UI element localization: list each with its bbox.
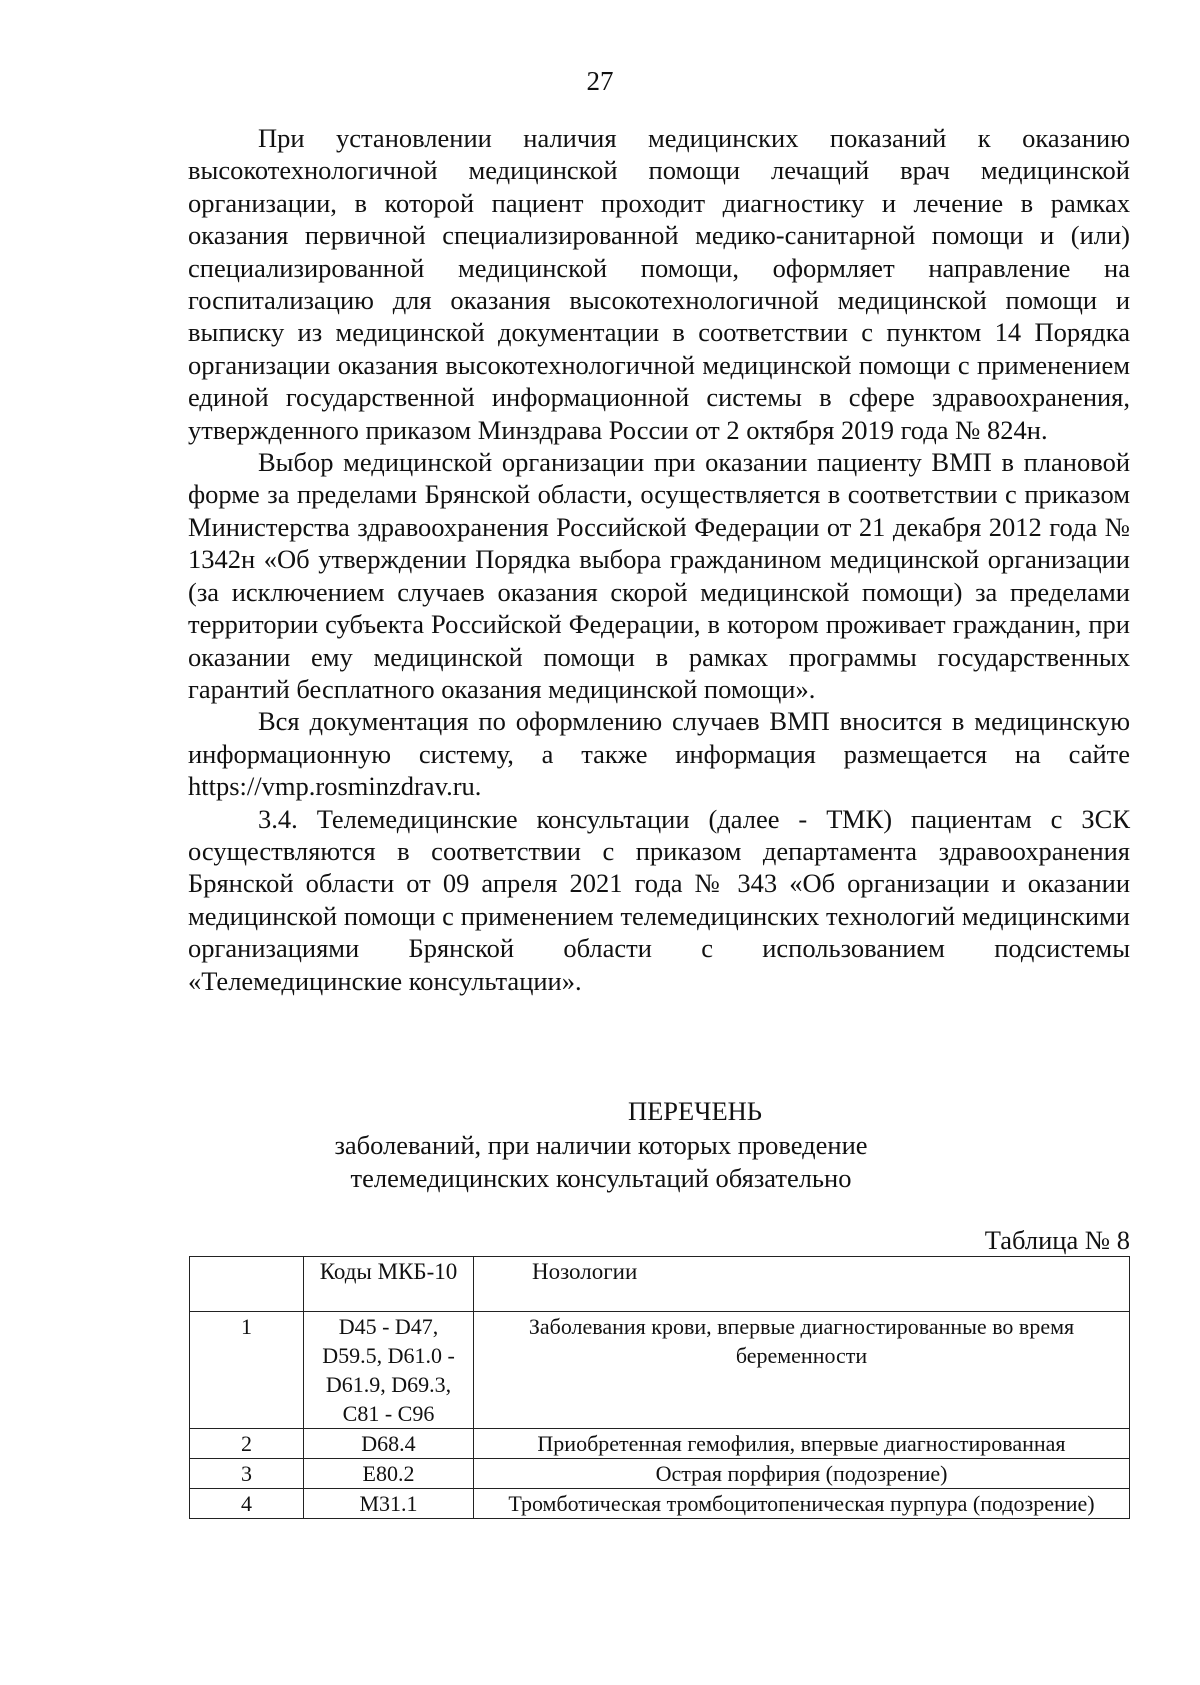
row-nosology: Заболевания крови, впервые диагностированные во время беременности [474,1312,1130,1429]
row-nosology: Тромботическая тромбоцитопеническая пурпура (подозрение) [474,1489,1130,1519]
paragraph: Вся документация по оформлению случаев ВМП вносится в медицинскую информационную систему, а также информация размещается на сайте https://vmp.rosminzdrav.ru. [188,706,1130,802]
paragraph: При установлении наличия медицинских показаний к оказанию высокотехнологичной медицинской помощи лечащий врач медицинской организации, в которой пациент проходит диагностику и лечение в рамках оказания первичной специализированной медико-санитарной помощи и (или) специализированной медицинской помощи, оформляет направление на госпитализацию для оказания высокотехнологичной медицинской помощи и выписку из медицинской документации в соответствии с пунктом 14 Порядка организации оказания высокотехнологичной медицинской помощи с применением единой государственной информационной системы в сфере здравоохранения, утвержденного приказом Минздрава России от 2 октября 2019 года № 824н. [188,123,1130,445]
row-number: 1 [190,1312,304,1429]
header-icd-codes: Коды МКБ-10 [304,1257,474,1312]
table-row [190,1312,1130,1429]
body-text [188,122,1130,997]
page-number: 27 [586,66,614,96]
table-row [190,1429,1130,1459]
row-icd-codes: M31.1 [304,1489,474,1519]
row-number: 4 [190,1489,304,1519]
paragraph: 3.4. Телемедицинские консультации (далее - ТМК) пациентам с ЗСК осуществляются в соответствии с приказом департамента здравоохранения Брянской области от 09 апреля 2021 года № 343 «Об организации и оказании медицинской помощи с применением телемедицинских технологий медицинскими организациями Брянской области с использованием подсистемы «Телемедицинские консультации». [188,803,1130,996]
header-number [190,1257,304,1312]
paragraph: Выбор медицинской организации при оказании пациенту ВМП в плановой форме за пределами Брянской области, осуществляется в соответствии с приказом Министерства здравоохранения Российской Федерации от 21 декабря 2012 года № 1342н «Об утверждении Порядка выбора гражданином медицинской организации (за исключением случаев оказания скорой медицинской помощи) за пределами территории субъекта Российской Федерации, в котором проживает гражданин, при оказании ему медицинской помощи в рамках программы государственных гарантий бесплатного оказания медицинской помощи». [188,447,1130,704]
table-row [190,1459,1130,1489]
table-row [190,1489,1130,1519]
row-icd-codes: D45 - D47, D59.5, D61.0 - D61.9, D69.3, C81 - C96 [304,1312,474,1429]
row-nosology: Острая порфирия (подозрение) [474,1459,1130,1489]
header-nosologies: Нозологии [474,1257,1130,1312]
table-header-row [190,1257,1130,1312]
table-caption: Таблица № 8 [984,1225,1130,1255]
list-subtitle: заболеваний, при наличии которых проведение телемедицинских консультаций обязательно [334,1130,868,1193]
icd-table [189,1256,1130,1519]
row-icd-codes: E80.2 [304,1459,474,1489]
row-number: 2 [190,1429,304,1459]
row-number: 3 [190,1459,304,1489]
row-icd-codes: D68.4 [304,1429,474,1459]
list-title: ПЕРЕЧЕНЬ [627,1096,762,1126]
row-nosology: Приобретенная гемофилия, впервые диагностированная [474,1429,1130,1459]
